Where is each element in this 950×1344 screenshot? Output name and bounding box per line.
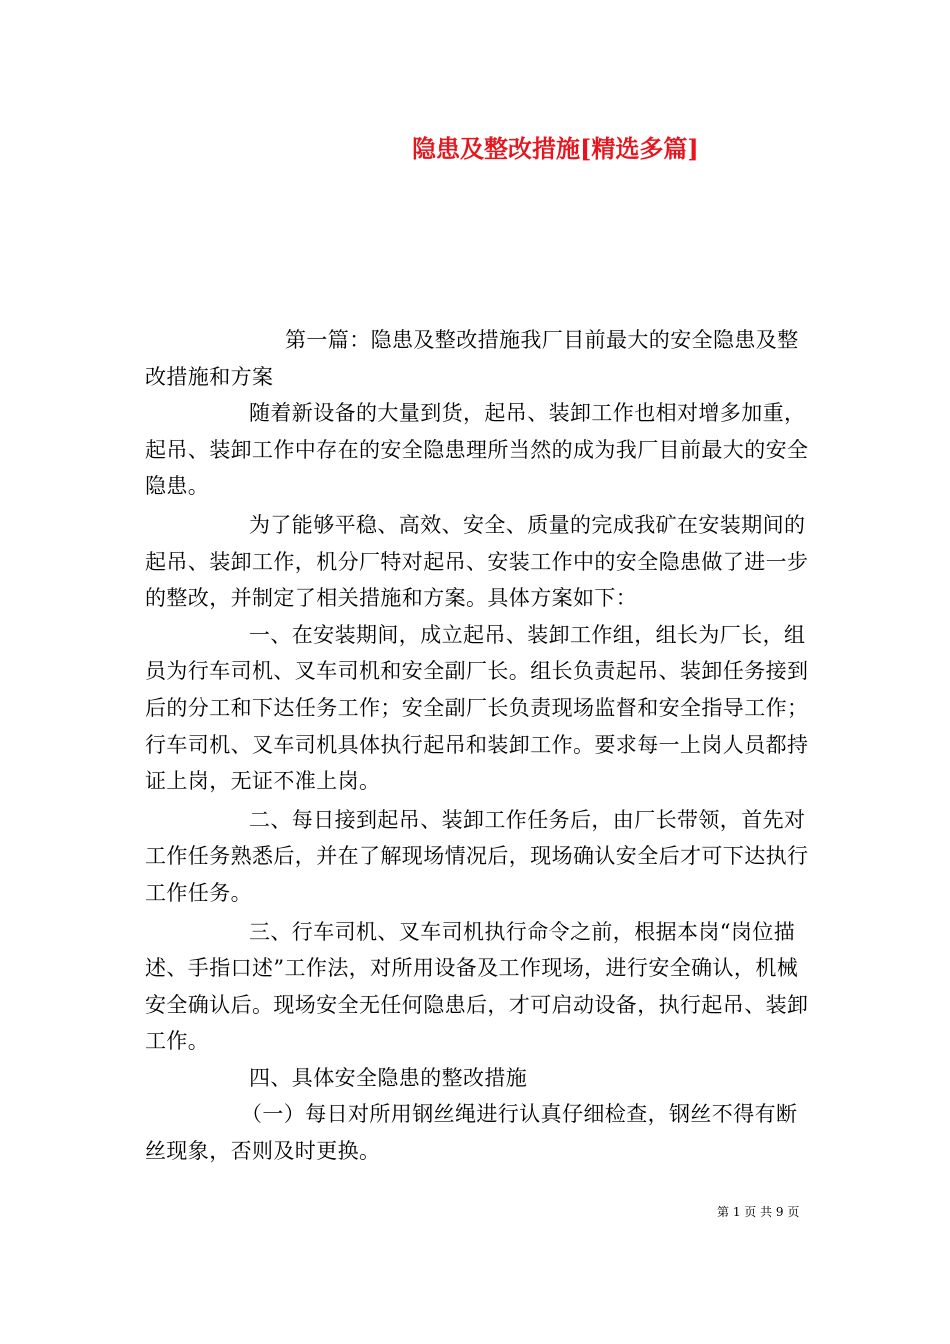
body-paragraph: 为了能够平稳、高效、安全、质量的完成我矿在安装期间的起吊、装卸工作，机分厂特对起吊、安装工作中的安全隐患做了进一步的整改，并制定了相关措施和方案。具体方案如下： [145,512,809,611]
body-paragraph: 二、每日接到起吊、装卸工作任务后，由厂长带领，首先对工作任务熟悉后，并在了解现场情况后，现场确认安全后才可下达执行工作任务。 [145,807,809,905]
body-paragraph: 随着新设备的大量到货，起吊、装卸工作也相对增多加重，起吊、装卸工作中存在的安全隐患理所当然的成为我厂目前最大的安全隐患。 [145,401,809,499]
document-body [145,322,809,1170]
body-paragraph: 四、具体安全隐患的整改措施 [249,1065,528,1090]
page-number-footer: 第 1 页 共 9 页 [717,1205,800,1219]
section-heading-paragraph: 第一篇：隐患及整改措施我厂目前最大的安全隐患及整改措施和方案 [145,328,799,389]
document-title: 隐患及整改措施[精选多篇] [412,134,699,163]
body-paragraph: （一）每日对所用钢丝绳进行认真仔细检查，钢丝不得有断丝现象，否则及时更换。 [145,1102,798,1164]
body-paragraph: 三、行车司机、叉车司机执行命令之前，根据本岗“岗位描述、手指口述”工作法，对所用设备及工作现场，进行安全确认，机械安全确认后。现场安全无任何隐患后，才可启动设备，执行起吊、装卸工作。 [145,919,809,1054]
body-paragraph: 一、在安装期间，成立起吊、装卸工作组，组长为厂长，组员为行车司机、叉车司机和安全副厂长。组长负责起吊、装卸任务接到后的分工和下达任务工作；安全副厂长负责现场监督和安全指导工作；行车司机、叉车司机具体执行起吊和装卸工作。要求每一上岗人员都持证上岗，无证不准上岗。 [145,622,809,794]
